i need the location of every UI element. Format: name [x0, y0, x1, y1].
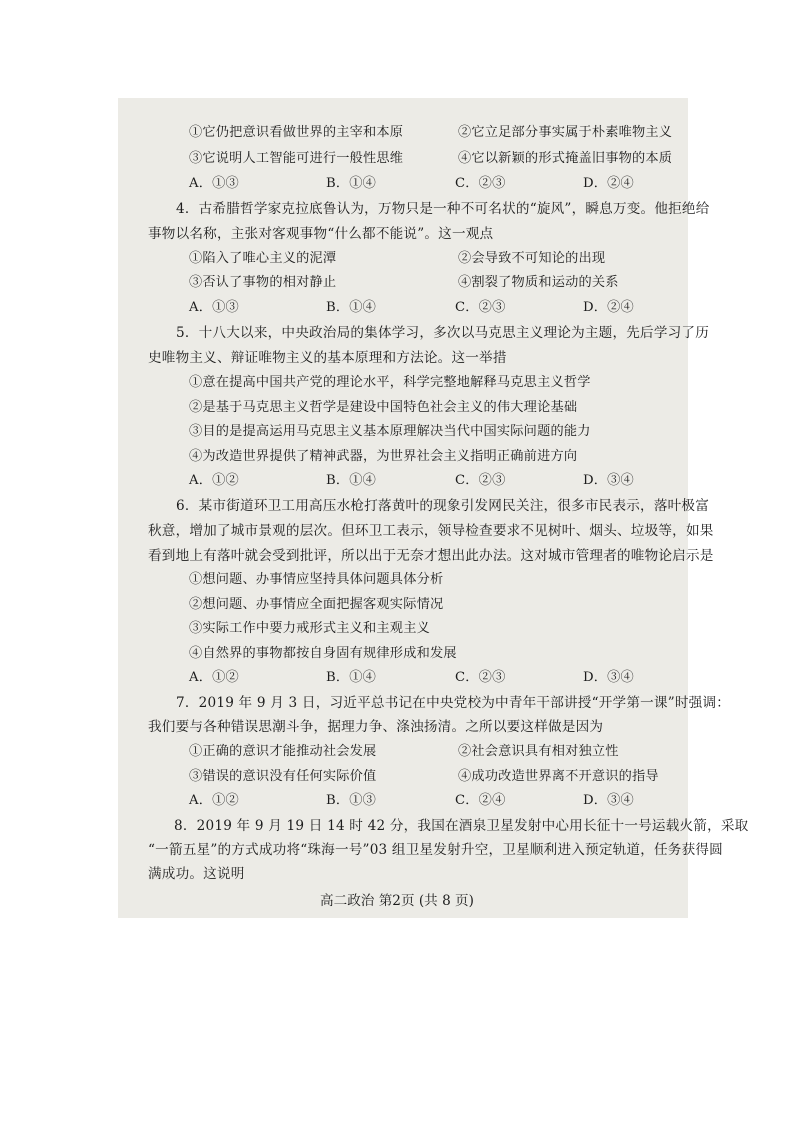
q7-stem-line-1: 7．2019 年 9 月 3 日，习近平总书记在中央党校为中青年干部讲授“开学第一课”时强调：: [176, 695, 731, 711]
q4-option-4: ④割裂了物质和运动的关系: [458, 275, 619, 290]
q6-stem-line-2: 秋意，增加了城市景观的层次。但环卫工表示，领导检查要求不见树叶、烟头、垃圾等，如果: [148, 523, 714, 539]
q4-answer-d: D．②④: [583, 300, 634, 315]
q3-answer-a: A．①③: [189, 176, 239, 191]
q5-stem-line-1: 5．十八大以来，中央政治局的集体学习，多次以马克思主义理论为主题，先后学习了历: [176, 325, 710, 341]
q4-stem-line-1: 4．古希腊哲学家克拉底鲁认为，万物只是一种不可名状的“旋风”，瞬息万变。他拒绝给: [176, 201, 710, 217]
q4-answer-a: A．①③: [189, 300, 239, 315]
q5-option-2: ②是基于马克思主义哲学是建设中国特色社会主义的伟大理论基础: [189, 400, 578, 415]
q3-option-1: ①它仍把意识看做世界的主宰和本原: [189, 125, 404, 140]
q4-option-2: ②会导致不可知论的出现: [458, 251, 606, 266]
q5-option-3: ③目的是提高运用马克思主义基本原理解决当代中国实际问题的能力: [189, 424, 591, 439]
q7-answer-b: B．①③: [326, 793, 377, 808]
q5-option-1: ①意在提高中国共产党的理论水平，科学完整地解释马克思主义哲学: [189, 375, 591, 390]
q3-answer-c: C．②③: [455, 176, 506, 191]
q6-option-4: ④自然界的事物都按自身固有规律形成和发展: [189, 646, 457, 661]
q3-option-3: ③它说明人工智能可进行一般性思维: [189, 151, 404, 166]
q4-stem-line-2: 事物以名称，主张对客观事物“什么都不能说”。这一观点: [148, 226, 494, 242]
q6-answer-b: B．①④: [326, 670, 377, 685]
q6-option-3: ③实际工作中要力戒形式主义和主观主义: [189, 621, 430, 636]
q8-stem-line-2: “一箭五星”的方式成功将“珠海一号”03 组卫星发射升空，卫星顺利进入预定轨道，任务获得圆: [148, 842, 723, 858]
q6-answer-a: A．①②: [189, 670, 239, 685]
q4-answer-b: B．①④: [326, 300, 377, 315]
q6-stem-line-1: 6．某市街道环卫工用高压水枪打落黄叶的现象引发网民关注，很多市民表示，落叶极富: [176, 498, 710, 514]
q3-answer-b: B．①④: [326, 176, 377, 191]
q4-option-1: ①陷入了唯心主义的泥潭: [189, 251, 337, 266]
q3-option-2: ②它立足部分事实属于朴素唯物主义: [458, 125, 673, 140]
q8-stem-line-1: 8．2019 年 9 月 19 日 14 时 42 分，我国在酒泉卫星发射中心用长征十一号运载火箭，采取: [174, 818, 749, 834]
q7-stem-line-2: 我们要与各种错误思潮斗争，据理力争、涤浊扬清。之所以要这样做是因为: [148, 719, 604, 735]
q5-answer-c: C．②③: [455, 473, 506, 488]
q6-answer-c: C．②③: [455, 670, 506, 685]
q6-answer-d: D．③④: [583, 670, 634, 685]
q6-option-1: ①想问题、办事情应坚持具体问题具体分析: [189, 572, 444, 587]
q5-answer-a: A．①②: [189, 473, 239, 488]
q7-option-1: ①正确的意识才能推动社会发展: [189, 744, 377, 759]
q7-option-4: ④成功改造世界离不开意识的指导: [458, 769, 659, 784]
q7-option-3: ③错误的意识没有任何实际价值: [189, 769, 377, 784]
q4-option-3: ③否认了事物的相对静止: [189, 275, 337, 290]
q7-option-2: ②社会意识具有相对独立性: [458, 744, 619, 759]
q5-answer-d: D．③④: [583, 473, 634, 488]
q7-answer-d: D．③④: [583, 793, 634, 808]
q3-answer-d: D．②④: [583, 176, 634, 191]
q6-stem-line-3: 看到地上有落叶就会受到批评，所以出于无奈才想出此办法。这对城市管理者的唯物论启示是: [148, 548, 714, 564]
page-footer: 高二政治 第2页 (共 8 页): [320, 893, 474, 909]
q4-answer-c: C．②③: [455, 300, 506, 315]
q3-option-4: ④它以新颖的形式掩盖旧事物的本质: [458, 151, 673, 166]
q7-answer-c: C．②④: [455, 793, 506, 808]
q6-option-2: ②想问题、办事情应全面把握客观实际情况: [189, 597, 444, 612]
q5-option-4: ④为改造世界提供了精神武器，为世界社会主义指明正确前进方向: [189, 449, 578, 464]
q7-answer-a: A．①②: [189, 793, 239, 808]
q5-answer-b: B．①④: [326, 473, 377, 488]
q8-stem-line-3: 满成功。这说明: [148, 866, 245, 882]
q5-stem-line-2: 史唯物主义、辩证唯物主义的基本原理和方法论。这一举措: [148, 350, 507, 366]
